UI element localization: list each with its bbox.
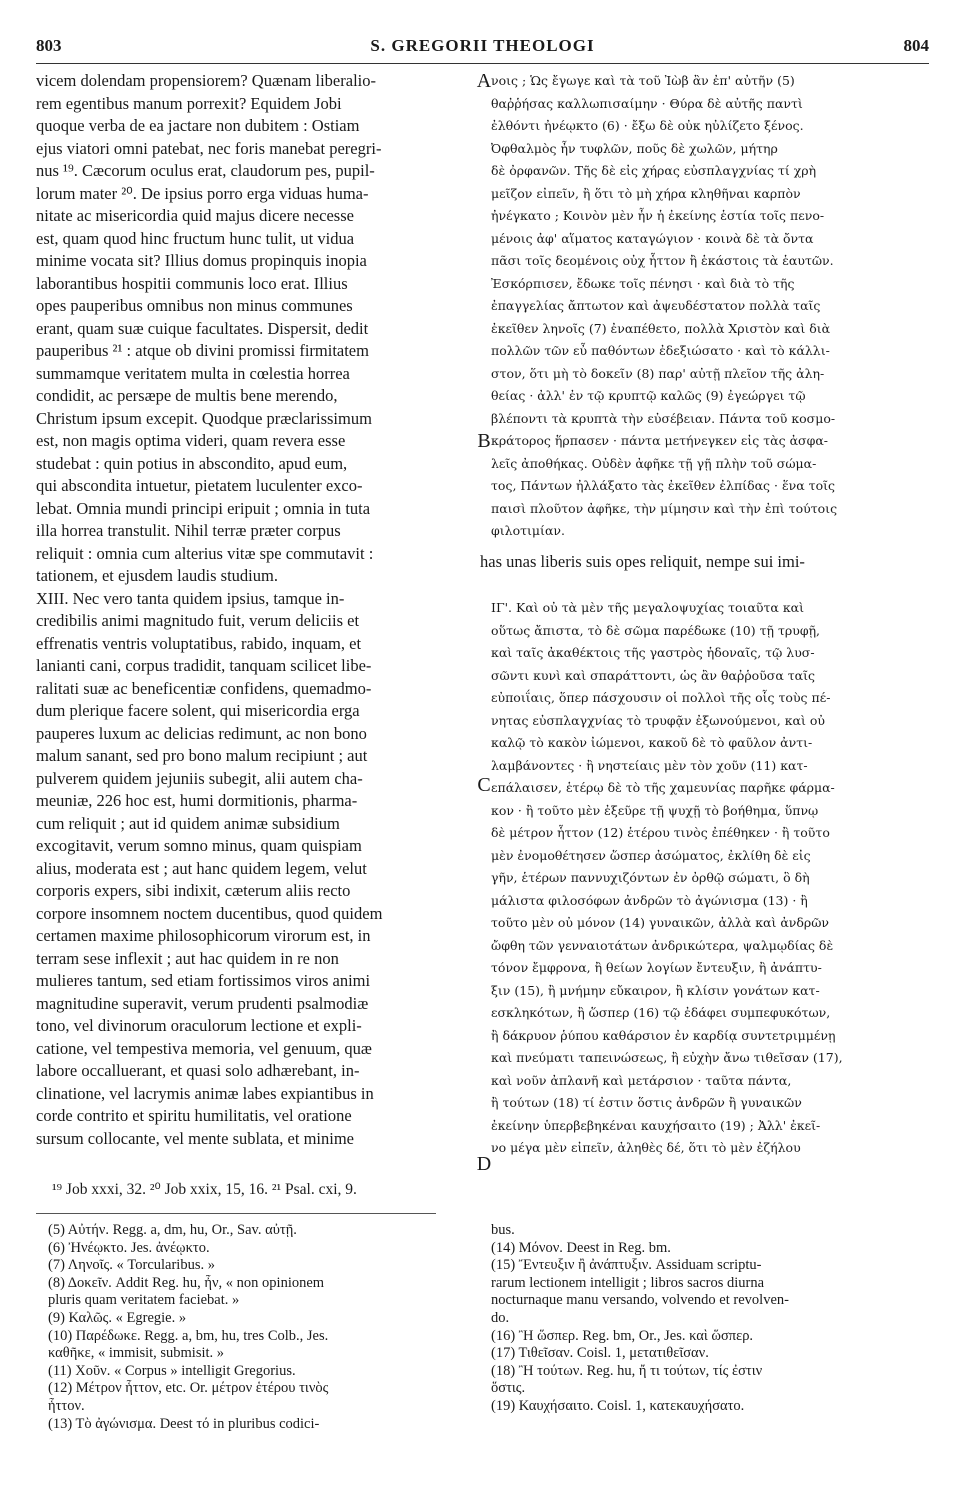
note-line: (8) Δοκεῖν. Addit Reg. hu, ἦν, « non opinionem [48, 1274, 325, 1291]
latin-cross-text: has unas liberis suis opes reliquit, nempe sui imi- [480, 552, 805, 571]
greek-line: τόνον ἔμφρονα, ἢ θείων λογίων ἔντευξιν, ἢ ἀνάπτυ- [491, 960, 822, 975]
marker-a: A [476, 70, 492, 92]
latin-line: minime vocata sit? Illius domus propinquis inopia [36, 251, 367, 270]
latin-line: illa horrea transtulit. Nihil terræ præter corpus [36, 521, 341, 540]
note-line: (7) Ληνοῖς. « Torcularibus. » [48, 1257, 215, 1274]
greek-line: φιλοτιμίαν. [491, 523, 565, 538]
latin-line: pauperes luxum ac delicias redimunt, ac non bono [36, 723, 367, 743]
latin-line: labore occalluerant, et quasi solo adhærebant, in- [36, 1061, 360, 1080]
greek-line: στον, ὅτι μὴ τὸ δοκεῖν (8) παρ' αὐτῇ πλεῖον τῆς ἀλη- [491, 365, 825, 381]
greek-line: νοις ; Ὡς ἔγωγε καὶ τὰ τοῦ Ἰὼβ ἂν ἐπ' αὐτῆν (5) [491, 73, 795, 88]
header-rule [36, 63, 929, 64]
greek-line: μάλιστα φιλοσόφων ἀνδρῶν τὸ ἀγώνισμα (13) · ἢ [491, 892, 808, 908]
latin-line: ralitati suæ ac beneficentiæ confidens, quemadmo- [36, 678, 372, 698]
scripture-references: ¹⁹ Job xxxi, 32. ²⁰ Job xxix, 15, 16. ²¹ Psal. cxi, 9. [52, 1181, 357, 1198]
greek-line: καὶ πνεύματι ταπεινώσεως, ἢ εὐχὴν ἄνω τιθεῖσαν (17), [491, 1050, 843, 1065]
note-line: bus. [491, 1222, 515, 1238]
footnote-rule [36, 1213, 436, 1214]
marker-b: B [477, 430, 491, 452]
greek-line: ἐκείνην ὑπερβεβηκέναι καυχήσαιτο (19) ; Ἀλλ' ἐκεῖ- [491, 1117, 821, 1133]
marker-c: C [477, 774, 491, 796]
note-line: do. [491, 1309, 510, 1326]
greek-line: θαῤῥήσας καλλωπισαίμην · Θύρα δὲ αὐτῆς παντὶ [491, 95, 803, 111]
greek-line: τος, Πάντων ἠλλάξατο τὰς ἐκεῖθεν ἐλπίδας · ἕνα τοῖς [491, 478, 836, 493]
latin-line: summamque veritatem multa in cœlestia horrea [36, 363, 350, 383]
latin-line: nitate ac misericordia quid majus dicere necesse [36, 206, 354, 225]
latin-line: certamen maxime philosophicorum virorum est, in [36, 926, 371, 945]
latin-column [36, 70, 474, 1180]
note-line: (14) Μόνον. Deest in Reg. bm. [491, 1239, 671, 1256]
greek-line: ἢ δάκρυον ῥύπου καθάρσιον ἐν καρδίᾳ συντετριμμένῃ [491, 1027, 836, 1043]
greek-line: νο μέγα μὲν εἰπεῖν, ἀληθὲς δέ, ὅτι τὸ μὲν ἐζήλου [491, 1140, 801, 1155]
latin-cross-line [480, 551, 932, 575]
greek-line: εὐποιΐαις, ὅπερ πάσχουσιν οἱ πολλοὶ τῆς οἷς τοὺς πέ- [491, 690, 831, 705]
left-page-number: 803 [36, 36, 62, 55]
note-line: (9) Καλῶς. « Egregie. » [48, 1309, 187, 1326]
greek-line: ἠνέγκατο ; Κοινὸν μὲν ἦν ἡ ἐκείνης ἑστία τοῖς πενο- [491, 208, 825, 223]
note-line: (17) Τιθεῖσαν. Coisl. 1, μετατιθεῖσαν. [491, 1345, 709, 1362]
note-line: pluris quam veritatem faciebat. » [48, 1292, 240, 1309]
greek-line: εσκληκότων, ἢ ὥσπερ (16) τῷ ἐδάφει συμπεφυκότων, [491, 1005, 831, 1020]
greek-line: σῶντι κυνὶ καὶ σπαράττοντι, ὡς ἂν θαῤῥοῦσα ταῖς [491, 667, 815, 683]
note-line: (15) Ἔντευξιν ἢ ἀνάπτυξιν. Assiduam scriptu- [491, 1257, 762, 1274]
latin-line: tationem, et ejusdem laudis studium. [36, 566, 278, 585]
greek-line: ἐλθόντι ἠνέῳκτο (6) · ἔξω δὲ οὐκ ηὐλίζετο ξένος. [491, 118, 804, 133]
latin-line: corpore insomnem noctem ducentibus, quod quidem [36, 903, 383, 923]
latin-line: reliquit : omnia cum alterius vitæ spe commutavit : [36, 543, 374, 563]
note-line: nocturnaque manu versando, volvendo et revolven- [491, 1292, 789, 1309]
greek-line: τοῦτο μὲν οὐ μόνον (14) γυναικῶν, ἀλλὰ καὶ ἀνδρῶν [491, 915, 830, 930]
greek-line: δὲ ὀρφανῶν. Τῆς δὲ εἰς χήρας εὐσπλαγχνίας τί χρὴ [491, 163, 817, 178]
latin-line: laborantibus hospitii communis loco erat. Illius [36, 273, 348, 293]
latin-line: excogitavit, verum somno minus, quam quispiam [36, 836, 362, 855]
latin-line: qui abscondita intuetur, pietatem luculenter exco- [36, 476, 363, 495]
latin-line: lanianti cani, corpus tradidit, tanquam scilicet libe- [36, 656, 372, 675]
page-header [36, 36, 929, 58]
note-line: (13) Τὸ ἀγώνισμα. Deest τό in pluribus codici- [48, 1415, 320, 1432]
greek-line: καὶ νοῦν ἀπλανῆ καὶ μετάρσιον · ταῦτα πάντα, [491, 1072, 792, 1088]
latin-line: est, quam quod hinc fructum hunc tulit, ut vidua [36, 228, 355, 248]
latin-line: sursum collocante, vel mente sublata, et minime [36, 1128, 354, 1148]
latin-line: lebat. Omnia mundi principi eripuit ; omnia in tuta [36, 498, 371, 518]
latin-line: corde contrito et spiritu humilitatis, vel oratione [36, 1106, 352, 1125]
greek-line: καλῷ τὸ κακὸν ἰώμενοι, κακοῦ δὲ τὸ φαῦλον ἀντι- [491, 735, 813, 750]
greek-line: λεῖς ἀποθήκας. Οὐδὲν ἀφῆκε τῇ γῇ πλὴν τοῦ σώμα- [491, 455, 817, 471]
critical-notes-right [491, 1222, 931, 1452]
greek-line: βλέποντι τὰ κρυπτὰ τὴν εὐσέβειαν. Πάντα τοῦ κοσμο- [491, 410, 836, 426]
greek-line: καὶ ταῖς ἀκαθέκτοις τῆς γαστρὸς ἡδοναῖς, τῷ λυσ- [491, 645, 815, 660]
greek-line: μεῖζον εἰπεῖν, ἢ ὅτι τὸ μὴ χήρα κληθῆναι καρπὸν [491, 185, 801, 201]
latin-line: pauperibus ²¹ : atque ob divini promissi firmitatem [36, 341, 369, 360]
greek-line: θείας · ἀλλ' ἐν τῷ κρυπτῷ καλῶς (9) ἐγεώργει τῷ [491, 388, 806, 403]
note-line: ὅστις. [491, 1380, 526, 1397]
note-line: (18) Ἢ τούτων. Reg. hu, ἤ τι τούτων, τίς ἐστιν [491, 1362, 763, 1379]
greek-line: κράτορος ἥρπασεν · πάντα μετήνεγκεν εἰς τὰς ἀσφα- [491, 433, 828, 448]
note-line: ἧττον. [48, 1397, 85, 1414]
greek-line: οὕτως ἄπιστα, τὸ δὲ σῶμα παρέδωκε (10) τῇ τρυφῇ, [491, 622, 821, 638]
latin-line: mulieres tantum, sed etiam fortissimos viros animi [36, 971, 371, 990]
greek-line: λαμβάνοντες · ἢ νηστείαις μὲν τὸν χοῦν (11) κατ- [491, 757, 808, 773]
latin-line: clinatione, vel lacrymis animæ labes expiantibus in [36, 1083, 374, 1103]
greek-line: νητας εὐσπλαγχνίας τὸ τρυφᾷν ἐξωνούμενοι, καὶ οὐ [491, 712, 825, 728]
greek-line: μὲν ἐνομοθέτησεν ὥσπερ ἀσώματος, ἐκλίθη δὲ εἰς [491, 847, 811, 863]
latin-line: Christum ipsum excepit. Quodque præclarissimum [36, 408, 372, 428]
greek-line: ἐπαγγελίας ἄπτωτον καὶ ἀψευδέστατον πολλὰ ταῖς [491, 298, 821, 313]
latin-line: malum sanant, sed pro bono malum recipiunt ; aut [36, 746, 368, 765]
greek-line: επάλαισεν, ἑτέρῳ δὲ τὸ τῆς χαμευνίας παρῆκε φάρμα- [491, 780, 835, 795]
latin-line: quoque verba de ea jactare non dubitem : Ostiam [36, 116, 360, 135]
latin-line: effrenatis ventris voluptatibus, rabido, inquam, et [36, 633, 362, 653]
latin-line: corporis expers, sibi indixit, cæterum aliis recto [36, 881, 351, 900]
greek-line: παισὶ πλοῦτον ἀφῆκε, τὴν μίμησιν καὶ τὴν ἐπὶ τούτοις [491, 500, 838, 516]
greek-line: ἢ τούτων (18) τί ἐστιν ὅστις ἀνδρῶν ἢ γυναικῶν [491, 1095, 802, 1110]
latin-line: rem egentibus manum porrexit? Equidem Jobi [36, 93, 342, 113]
note-line: (6) Ἠνέῳκτο. Jes. ἀνέῳκτο. [48, 1239, 210, 1256]
latin-line: lorum mater ²⁰. De ipsius porro erga viduas huma- [36, 183, 369, 203]
latin-line: meuniæ, 226 hoc est, humi dormitionis, pharma- [36, 791, 358, 810]
latin-line: opes pauperibus omnibus non minus communes [36, 296, 353, 315]
note-line: rarum lectionem intelligit ; libros sacros diurna [491, 1274, 765, 1291]
latin-line: ejus viatori omni patebat, nec foris manebat peregri- [36, 138, 382, 158]
greek-line: πᾶσι τοῖς δεομένοις οὐχ ἧττον ἢ ἑκάστοις τὰ ἑαυτῶν. [491, 253, 834, 268]
note-line: (19) Καυχήσαιτο. Coisl. 1, κατεκαυχήσατο. [491, 1397, 745, 1414]
greek-line: ΙΓ'. Καὶ οὐ τὰ μὲν τῆς μεγαλοψυχίας τοιαῦτα καὶ [491, 600, 804, 615]
greek-line: Ἐσκόρπισεν, ἔδωκε τοῖς πένησι · καὶ διὰ τὸ τῆς [491, 275, 795, 291]
greek-line: πολλῶν τῶν εὖ παθόντων ἐδεξιώσατο · καὶ τὸ κάλλι- [491, 343, 830, 358]
note-line: (11) Χοῦν. « Corpus » intelligit Gregorius. [48, 1362, 296, 1379]
greek-line: ἐκεῖθεν ληνοῖς (7) ἐναπέθετο, πολλὰ Χριστὸν καὶ διὰ [491, 320, 831, 336]
latin-line: alius, moderata est ; aut hanc quidem legem, velut [36, 858, 367, 878]
greek-line: μένοις ἀφ' αἵματος καταγώγιον · κοινὰ δὲ τὰ ὄντα [491, 230, 814, 246]
greek-line: γῆν, ἑτέρων παννυχιζόντων ἐν ὀρθῷ σώματι, ὃ δὴ [491, 870, 810, 885]
latin-line: magnitudine superavit, verum prudenti psalmodiæ [36, 993, 369, 1013]
critical-notes-left [48, 1222, 478, 1452]
note-line: (5) Αὐτήν. Regg. a, dm, hu, Or., Sav. αὐτῇ. [48, 1222, 297, 1238]
greek-line: ὤφθη τῶν γενναιοτάτων ἀνδρικώτερα, ψαλμῳδίας δὲ [491, 937, 834, 953]
latin-line: XIII. Nec vero tanta quidem ipsius, tamque in- [36, 588, 345, 608]
greek-line: Ὀφθαλμὸς ἦν τυφλῶν, ποῦς δὲ χωλῶν, μήτηρ [491, 140, 778, 156]
latin-line: nus ¹⁹. Cæcorum oculus erat, claudorum pes, pupil- [36, 161, 375, 180]
greek-line: κον · ἢ τοῦτο μὲν ἐξεῦρε τῇ ψυχῇ τὸ βοήθημα, ὕπνῳ [491, 802, 819, 818]
latin-line: vicem dolendam propensiorem? Quænam liberalio- [36, 71, 376, 90]
note-line: (16) Ἢ ὥσπερ. Reg. bm, Or., Jes. καὶ ὥσπερ. [491, 1327, 754, 1344]
marker-d: D [476, 1153, 492, 1175]
greek-column-lower [491, 597, 931, 1177]
note-line: (12) Μέτρον ἧττον, etc. Or. μέτρον ἑτέρου τινὸς [48, 1380, 329, 1397]
latin-line: credibilis animi magnitudo fuit, verum deliciis et [36, 611, 360, 630]
latin-line: erant, quam suæ cuique facultates. Dispersit, dedit [36, 318, 369, 338]
latin-line: studebat : quin potius in abscondito, apud eum, [36, 453, 348, 473]
latin-line: est, non magis optima videri, quam revera esse [36, 431, 346, 450]
latin-line: dum plerique facere solent, qui misericordia erga [36, 701, 360, 720]
latin-line: condidit, ac persæpe de multis bene merendo, [36, 386, 338, 405]
greek-column-upper [491, 70, 931, 545]
latin-line: terram sese inflexit ; aut hac quidem in re non [36, 948, 339, 968]
latin-line: tono, vel divinorum oraculorum lectione et expli- [36, 1016, 362, 1035]
note-line: καθῆκε, « immisit, submisit. » [48, 1345, 225, 1362]
latin-line: cum reliquit ; aut id quidem animæ subsidium [36, 813, 340, 833]
latin-line: catione, vel tempestiva memoria, vel genuum, quæ [36, 1038, 372, 1058]
right-page-number: 804 [903, 36, 929, 55]
note-line: (10) Παρέδωκε. Regg. a, bm, hu, tres Colb., Jes. [48, 1327, 329, 1344]
latin-line: pulverem quidem jejuniis subegit, alii autem cha- [36, 768, 363, 788]
greek-line: ξιν (15), ἢ μνήμην εὔκαιρον, ἢ κλίσιν γονάτων κατ- [491, 982, 820, 998]
running-title: S. GREGORII THEOLOGI [370, 36, 595, 55]
greek-line: δὲ μέτρον ἧττον (12) ἑτέρου τινὸς ἐπέθηκεν · ἢ τοῦτο [491, 825, 830, 840]
